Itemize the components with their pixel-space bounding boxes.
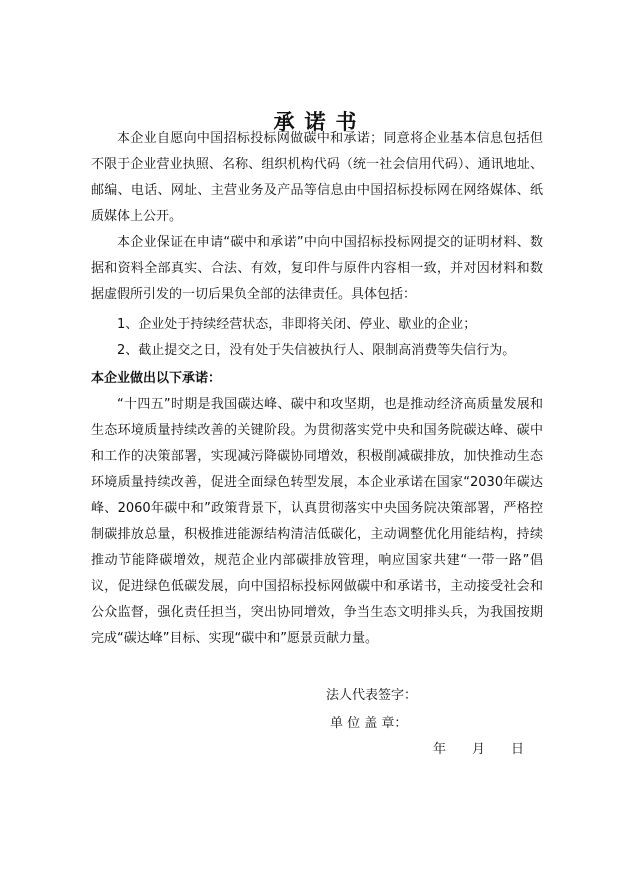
list-item: 1、企业处于持续经营状态，非即将关闭、停业、歇业的企业； (117, 317, 477, 332)
unit-seal-label: 单 位 盖 章： (330, 716, 408, 731)
commitment-paragraph: “十四五”时期是我国碳达峰、碳中和攻坚期，也是推动经济高质量发展和生态环境质量持续改善的关键阶段。为贯彻落实党中央和国务院碳达峰、碳中和工作的决策部署，实现减污降碳协同增效，积极削减碳排放，加快推动生态环境质量持续改善，促进全面绿色转型发展，本企业承诺在国家“2030年碳达峰、2060年碳中和”政策背景下，认真贯彻落实中央国务院决策部署，严格控制碳排放总量，积极推进能源结构清洁低碳化，主动调整优化用能结构，持续推动节能降碳增效，规范企业内部碳排放管理，响应国家共建“一带一路”倡议，促进绿色低碳发展，向中国招标投标网做碳中和承诺书，主动接受社会和公众监督，强化责任担当，突出协同增效，争当生态文明排头兵，为我国按期完成“碳达峰”目标、实现“碳中和”愿景贡献力量。 (91, 397, 543, 646)
date-label: 年 月 日 (433, 742, 525, 757)
commitment-heading: 本企业做出以下承诺： (91, 371, 222, 386)
guarantee-paragraph: 本企业保证在申请“碳中和承诺”中向中国招标投标网提交的证明材料、数据和资料全部真实、合法、有效，复印件与原件内容相一致，并对因材料和数据虚假所引发的一切后果负全部的法律责任。具体包括： (91, 235, 543, 302)
list-item: 2、截止提交之日，没有处于失信被执行人、限制高消费等失信行为。 (117, 343, 516, 358)
document-title: 承诺书 (273, 109, 367, 135)
intro-paragraph: 本企业自愿向中国招标投标网做碳中和承诺；同意将企业基本信息包括但不限于企业营业执照、名称、组织机构代码（统一社会信用代码）、通讯地址、邮编、电话、网址、主营业务及产品等信息由中国招标投标网在网络媒体、纸质媒体上公开。 (91, 131, 543, 224)
legal-representative-signature-label: 法人代表签字： (326, 688, 418, 703)
